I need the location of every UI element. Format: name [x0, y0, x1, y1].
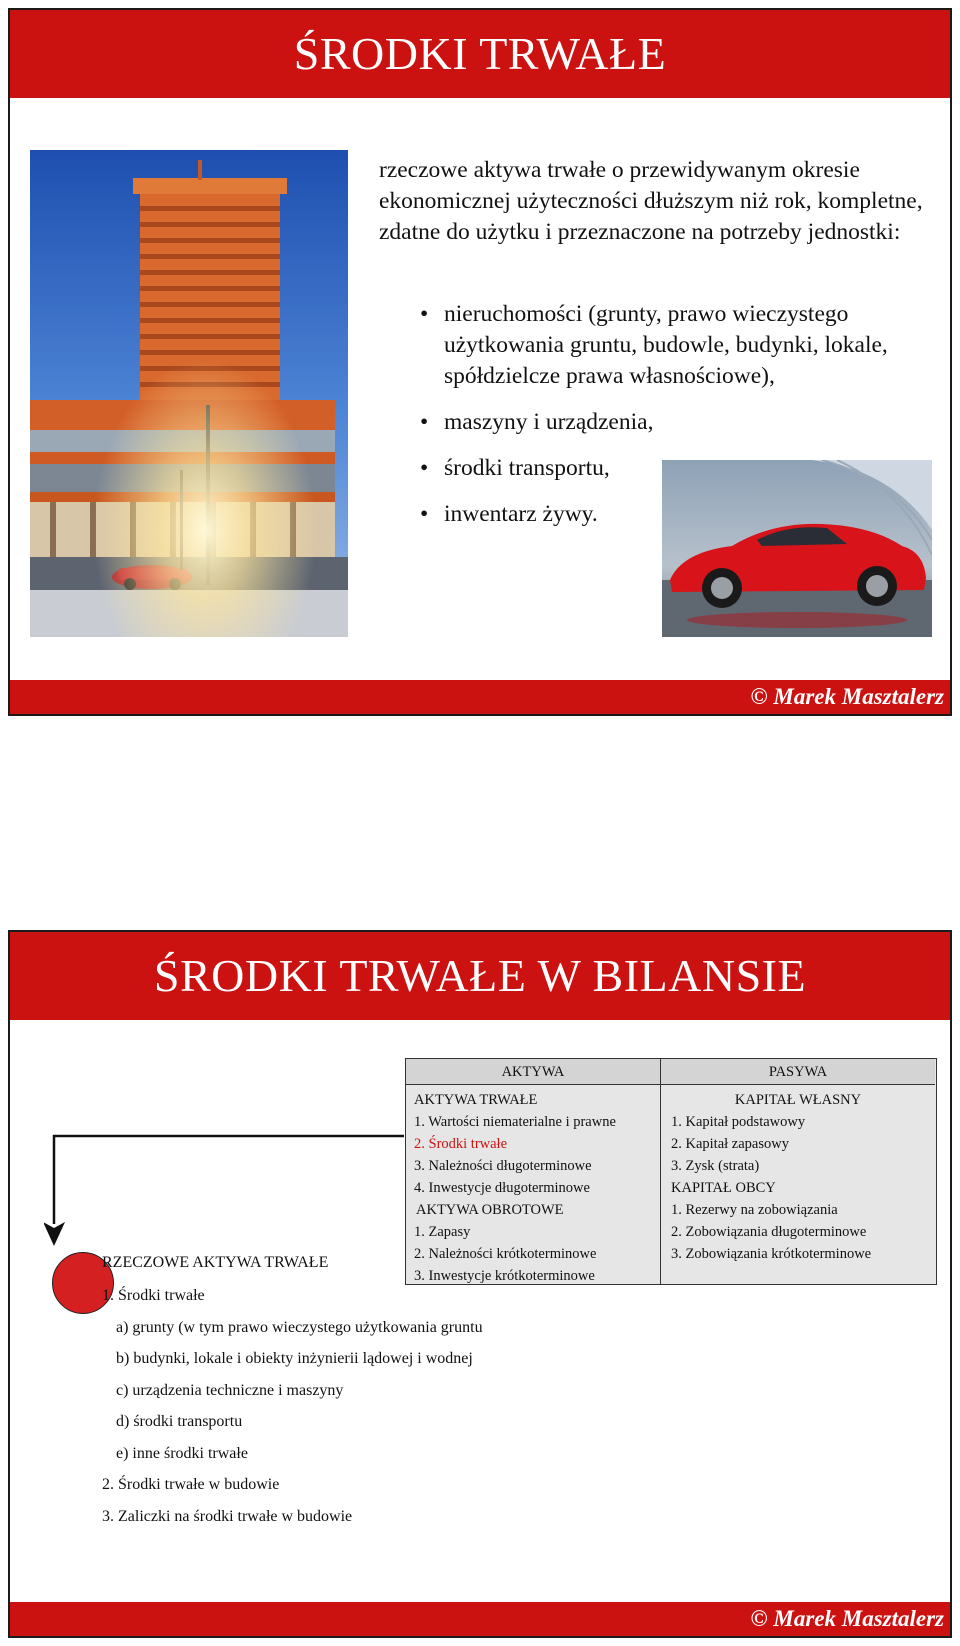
table-row: 3. Zysk (strata) [671, 1158, 760, 1174]
list-item: b) budynki, lokale i obiekty inżynierii lądowej i wodnej [116, 1350, 473, 1367]
table-row: 1. Kapitał podstawowy [671, 1114, 806, 1130]
list-item: • środki transportu, [420, 453, 940, 484]
slide-title: ŚRODKI TRWAŁE W BILANSIE [153, 950, 807, 1001]
fixed-assets-list [102, 1286, 483, 1538]
list-item: e) inne środki trwałe [116, 1444, 248, 1462]
table-row: 1. Wartości niematerialne i prawne [414, 1114, 616, 1130]
table-row: 3. Należności długoterminowe [414, 1158, 592, 1174]
red-sports-car-photo [662, 460, 932, 637]
table-row: KAPITAŁ OBCY [671, 1180, 776, 1196]
footer-bar [10, 1602, 950, 1636]
list-item: • nieruchomości (grunty, prawo wieczystego użytkowania gruntu, budowle, budynki, lokale, spółdzielcze prawa własnościowe), [420, 301, 888, 389]
connector-arrow-icon [44, 1134, 424, 1254]
definition-text: rzeczowe aktywa trwałe o przewidywanym okresie ekonomicznej użyteczności dłuższym niż rok, kompletne, zdatne do użytku i przeznaczone na potrzeby jednostki: [379, 157, 923, 245]
table-row: 2. Należności krótkoterminowe [414, 1246, 597, 1262]
list-item: 1. Środki trwałe [102, 1287, 205, 1304]
copyright-footer: © Marek Masztalerz [750, 684, 944, 709]
list-item: c) urządzenia techniczne i maszyny [116, 1381, 344, 1399]
liabilities-column [661, 1085, 935, 1284]
slide-title: ŚRODKI TRWAŁE [293, 28, 667, 79]
copyright-footer: © Marek Masztalerz [750, 1606, 944, 1631]
table-row: 2. Zobowiązania długoterminowe [671, 1224, 867, 1240]
list-item: a) grunty (w tym prawo wieczystego użytkowania gruntu [116, 1318, 483, 1336]
bullet-icon: • [420, 301, 429, 327]
list-item: d) środki transportu [116, 1413, 243, 1430]
slide-srodki-trwale [8, 8, 952, 716]
table-row: 1. Zapasy [414, 1224, 471, 1240]
assets-column [406, 1085, 661, 1284]
fixed-assets-heading: RZECZOWE AKTYWA TRWAŁE [102, 1254, 329, 1271]
liabilities-header: PASYWA [661, 1059, 935, 1085]
table-row: 4. Inwestycje długoterminowe [414, 1180, 590, 1196]
office-building-photo [30, 150, 348, 637]
title-bar [10, 932, 950, 1020]
table-row: AKTYWA TRWAŁE [414, 1092, 538, 1108]
bullet-icon: • [420, 501, 429, 527]
table-row: 1. Rezerwy na zobowiązania [671, 1202, 838, 1218]
list-item: • inwentarz żywy. [420, 499, 940, 530]
title-bar [10, 10, 950, 98]
footer-bar [10, 680, 950, 714]
table-row-highlighted: 2. Środki trwałe [414, 1136, 508, 1152]
list-item: • maszyny i urządzenia, [420, 407, 940, 438]
table-row: 2. Kapitał zapasowy [671, 1136, 789, 1152]
balance-sheet-table [405, 1058, 937, 1285]
list-item: 3. Zaliczki na środki trwałe w budowie [102, 1507, 353, 1525]
table-row: 3. Inwestycje krótkoterminowe [414, 1268, 595, 1284]
table-row: 3. Zobowiązania krótkoterminowe [671, 1246, 872, 1262]
table-row: AKTYWA OBROTOWE [416, 1202, 564, 1218]
bullet-icon: • [420, 409, 429, 435]
assets-header: AKTYWA [406, 1059, 661, 1085]
list-item: 2. Środki trwałe w budowie [102, 1476, 280, 1493]
table-row: KAPITAŁ WŁASNY [734, 1092, 862, 1108]
slide-srodki-trwale-w-bilansie [8, 930, 952, 1638]
bullet-icon: • [420, 455, 429, 481]
